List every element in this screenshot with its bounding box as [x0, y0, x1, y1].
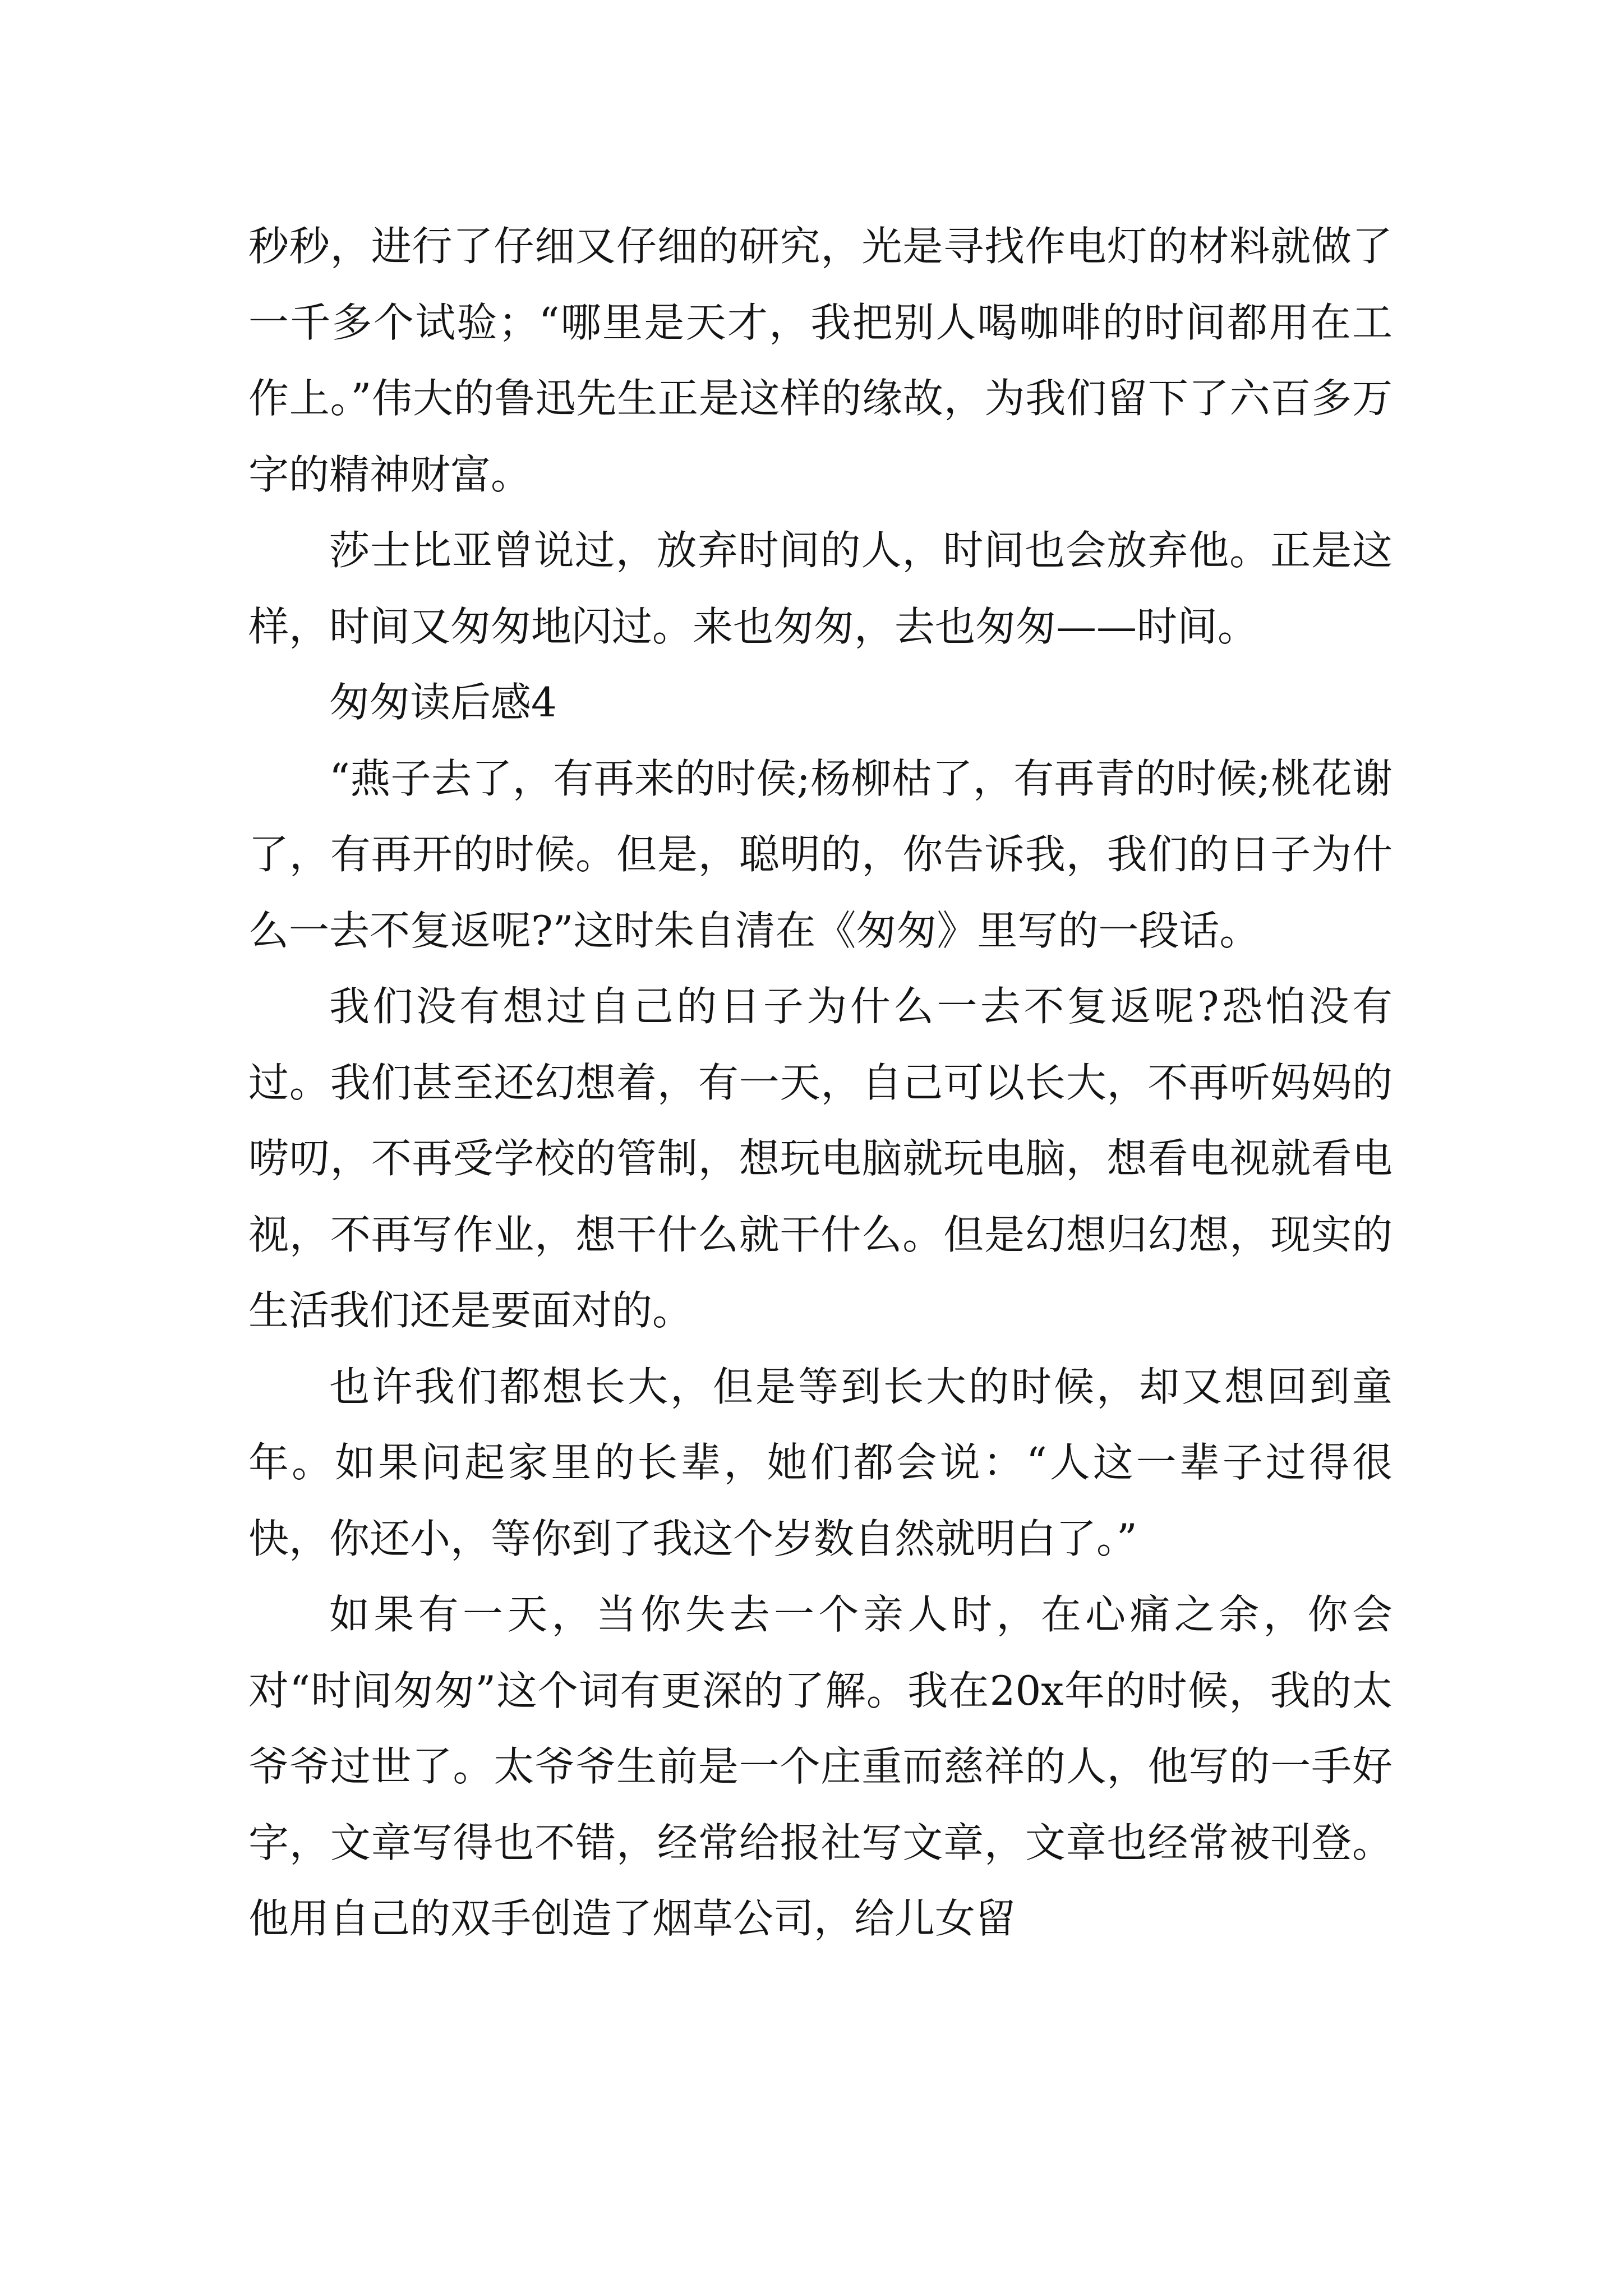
- paragraph: 如果有一天，当你失去一个亲人时，在心痛之余，你会对“时间匆匆”这个词有更深的了解。我在20x年的时候，我的太爷爷过世了。太爷爷生前是一个庄重而慈祥的人，他写的一手好字，文章写得也不错，经常给报社写文章，文章也经常被刊登。他用自己的双手创造了烟草公司，给儿女留: [248, 1591, 1393, 1942]
- paragraph: 也许我们都想长大，但是等到长大的时候，却又想回到童年。如果问起家里的长辈，她们都会说：“人这一辈子过得很快，你还小，等你到了我这个岁数自然就明白了。”: [248, 1363, 1393, 1562]
- section-heading: 匆匆读后感4: [329, 679, 557, 726]
- paragraph-continuation: 秒秒，进行了仔细又仔细的研究，光是寻找作电灯的材料就做了一千多个试验；“哪里是天才，我把别人喝咖啡的时间都用在工作上。”伟大的鲁迅先生正是这样的缘故，为我们留下了六百多万字的精神财富。: [248, 223, 1393, 498]
- body-text: [248, 209, 1393, 1957]
- paragraph: 莎士比亚曾说过，放弃时间的人，时间也会放弃他。正是这样，时间又匆匆地闪过。来也匆匆，去也匆匆——时间。: [248, 527, 1393, 650]
- paragraph: 我们没有想过自己的日子为什么一去不复返呢?恐怕没有过。我们甚至还幻想着，有一天，自己可以长大，不再听妈妈的唠叨，不再受学校的管制，想玩电脑就玩电脑，想看电视就看电视，不再写作业，想干什么就干什么。但是幻想归幻想，现实的生活我们还是要面对的。: [248, 983, 1393, 1334]
- paragraph: “燕子去了，有再来的时侯;杨柳枯了，有再青的时候;桃花谢了，有再开的时候。但是，聪明的，你告诉我，我们的日子为什么一去不复返呢?”这时朱自清在《匆匆》里写的一段话。: [248, 754, 1393, 954]
